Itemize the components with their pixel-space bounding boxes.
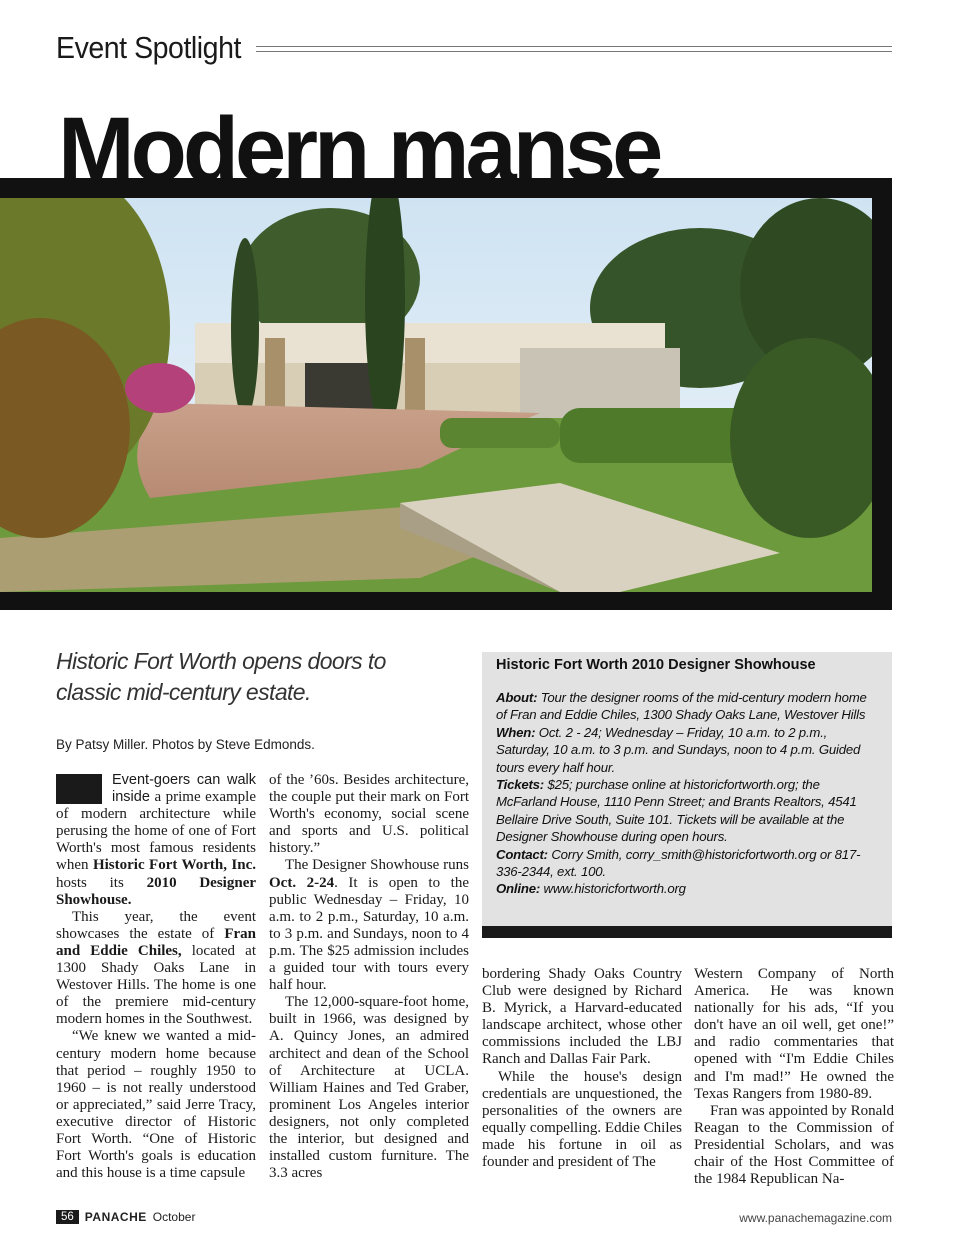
dropcap-block: [56, 774, 102, 804]
page-number: 56: [56, 1210, 79, 1224]
body-column-1: [56, 772, 256, 1182]
deck-line-1: Historic Fort Worth opens doors to: [56, 648, 386, 674]
paragraph: Fran was appointed by Ronald Reagan to the Commission of Presidential Scholars, and was chair of the Host Committee of the 1984 Republican Na-: [694, 1102, 894, 1188]
body-column-3: [482, 966, 682, 1171]
info-box-title: Historic Fort Worth 2010 Designer Showhouse: [496, 657, 816, 673]
house-exterior-photo: [0, 198, 872, 592]
paragraph: “We knew we wanted a mid-century modern home because that period – roughly 1950 to 1960 – is not really understood or appreciated,” said Jerre Tracy, executive director of Historic Fort Worth. “One of Historic Fort Worth's goals is education and this house is a time capsule: [56, 1028, 256, 1182]
paragraph: Event-goers can walk inside a prime example of modern architecture while perusing the home of one of Fort Worth's most famous residents when Historic Fort Worth, Inc. hosts its 2010 Designer Showhouse.: [56, 772, 257, 908]
paragraph: Western Company of North America. He was known nationally for his ads, “If you don't have an oil well, get one!” and radio commentaries that opened with “I'm Eddie Chiles and I'm mad!” He owned the Texas Rangers from 1980-89.: [694, 966, 894, 1102]
body-column-4: [694, 966, 894, 1188]
info-online: Online: www.historicfortworth.org: [496, 881, 686, 897]
paragraph: While the house's design credentials are unquestioned, the personalities of the owners are equally compelling. Eddie Chiles made his fortune in oil as founder and president of The: [482, 1068, 682, 1171]
headline: Modern manse: [58, 99, 660, 201]
info-contact: Contact: Corry Smith, corry_smith@historicfortworth.org or 817-336-2344, ext. 100.: [496, 846, 861, 880]
section-title: Event Spotlight: [56, 30, 241, 65]
house-photo-illustration: [0, 198, 872, 592]
magazine-url[interactable]: www.panachemagazine.com: [739, 1211, 892, 1225]
header-rule: [256, 46, 892, 52]
info-when: When: Oct. 2 - 24; Wednesday – Friday, 10 a.m. to 2 p.m., Saturday, 10 a.m. to 3 p.m. and Sundays, noon to 4 p.m. Guided tours every half hour.: [496, 724, 861, 775]
paragraph: bordering Shady Oaks Country Club were designed by Richard B. Myrick, a Harvard-educated landscape architect, whose other commissions included the LBJ Ranch and Dallas Fair Park.: [482, 966, 682, 1068]
paragraph: of the ’60s. Besides architecture, the couple put their mark on Fort Worth's economy, social scene and sports and U.S. political history.”: [269, 772, 469, 857]
body-column-2: [269, 772, 469, 1182]
magazine-name: PANACHE: [84, 1210, 147, 1224]
lead-in: Event-goers can walk inside: [112, 772, 256, 806]
byline: By Patsy Miller. Photos by Steve Edmonds.: [56, 737, 315, 752]
paragraph: The Designer Showhouse runs Oct. 2-24. It is open to the public Wednesday – Friday, 10 a.m. to 2 p.m., Saturday, 10 a.m. to 3 p.m. and Sundays, noon to 4 p.m. The $25 admission includes a guided tour with tours every half hour.: [269, 857, 469, 994]
deck: [56, 646, 456, 708]
paragraph: The 12,000-square-foot home, built in 1966, was designed by A. Quincy Jones, an admired architect and dean of the School of Architecture at UCLA. William Haines and Ted Graber, prominent Los Angeles interior designers, not only completed the interior, but designed and installed custom furniture. The 3.3 acres: [269, 994, 469, 1182]
issue-month: October: [152, 1210, 196, 1224]
paragraph: This year, the event showcases the estate of Fran and Eddie Chiles, located at 1300 Shady Oaks Lane in Westover Hills. The home is one of the premiere mid-century modern homes in the Southwest.: [56, 908, 256, 1028]
deck-line-2: classic mid-century estate.: [56, 679, 311, 705]
info-about: About: Tour the designer rooms of the mid-century modern home of Fran and Eddie Chiles, 1300 Shady Oaks Lane, Westover Hills: [496, 690, 867, 723]
showhouse-info-box: [482, 652, 892, 938]
info-tickets: Tickets: $25; purchase online at historicfortworth.org; the McFarland House, 1110 Penn Street; and Brants Realtors, 4541 Bellaire Drive South, Suite 101. Tickets will be available at the Designer Showhouse during open hours.: [496, 777, 857, 845]
page-folio: [56, 1210, 195, 1224]
